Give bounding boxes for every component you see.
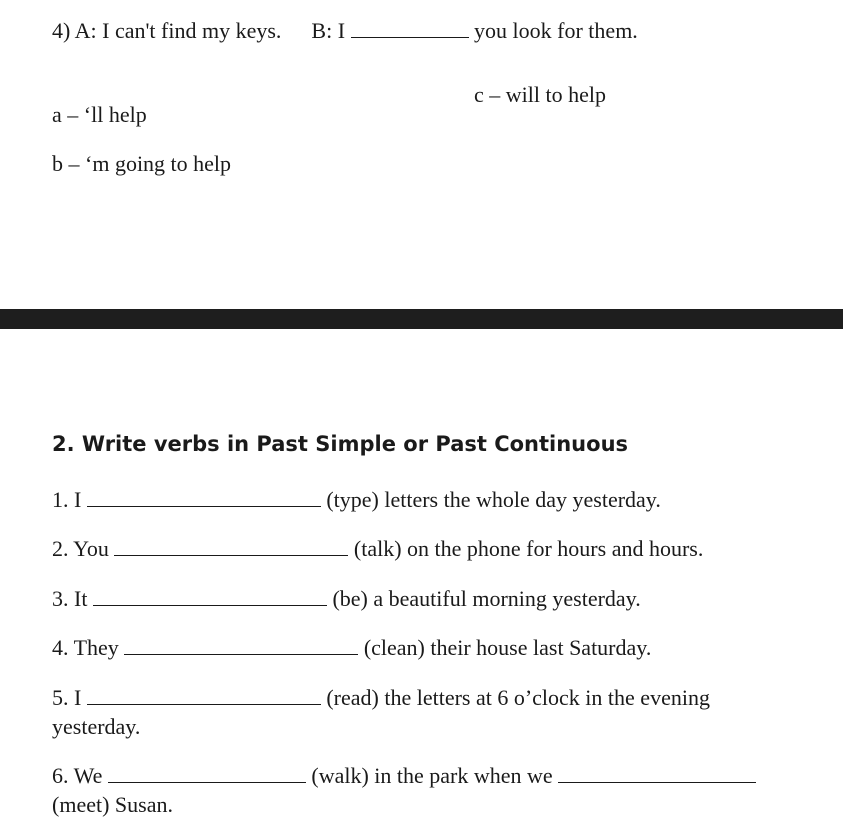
item-3-blank[interactable] (93, 587, 327, 606)
item-6-blank-1[interactable] (108, 764, 306, 783)
exercise-item-3 (52, 586, 641, 612)
question-4-prompt-b: B: I (311, 18, 346, 43)
item-2-end: (talk) on the phone for hours and hours. (353, 536, 704, 561)
item-5-start: 5. I (52, 685, 82, 710)
exercise-item-5 (52, 685, 710, 711)
item-1-blank[interactable] (87, 488, 321, 507)
question-4-blank[interactable] (351, 19, 469, 38)
item-4-blank[interactable] (124, 636, 358, 655)
exercise-item-2 (52, 536, 703, 562)
item-3-start: 3. It (52, 586, 88, 611)
item-6-continuation: (meet) Susan. (52, 792, 173, 817)
item-6-mid: (walk) in the park when we (311, 763, 553, 788)
option-c: c – will to help (474, 82, 606, 107)
item-6-blank-2[interactable] (558, 764, 756, 783)
item-4-start: 4. They (52, 635, 119, 660)
question-4-prompt-end: you look for them. (474, 18, 638, 43)
item-1-end: (type) letters the whole day yesterday. (326, 487, 661, 512)
option-b: b – ‘m going to help (52, 151, 232, 176)
item-3-end: (be) a beautiful morning yesterday. (332, 586, 641, 611)
exercise-item-4 (52, 635, 651, 661)
item-2-start: 2. You (52, 536, 109, 561)
item-2-blank[interactable] (114, 537, 348, 556)
item-4-end: (clean) their house last Saturday. (363, 635, 652, 660)
item-5-blank[interactable] (87, 686, 321, 705)
exercise-item-6 (52, 763, 756, 789)
section-divider (0, 309, 843, 329)
item-5-continuation: yesterday. (52, 714, 141, 739)
question-4-prompt-a: 4) A: I can't find my keys. (52, 18, 282, 43)
exercise-item-1 (52, 487, 661, 513)
item-1-start: 1. I (52, 487, 82, 512)
item-6-start: 6. We (52, 763, 103, 788)
option-a: a – ‘ll help (52, 102, 147, 127)
section-2-title: 2. Write verbs in Past Simple or Past Continuous (52, 432, 629, 456)
question-4-line (52, 18, 638, 44)
item-5-end: (read) the letters at 6 o’clock in the evening (326, 685, 710, 710)
